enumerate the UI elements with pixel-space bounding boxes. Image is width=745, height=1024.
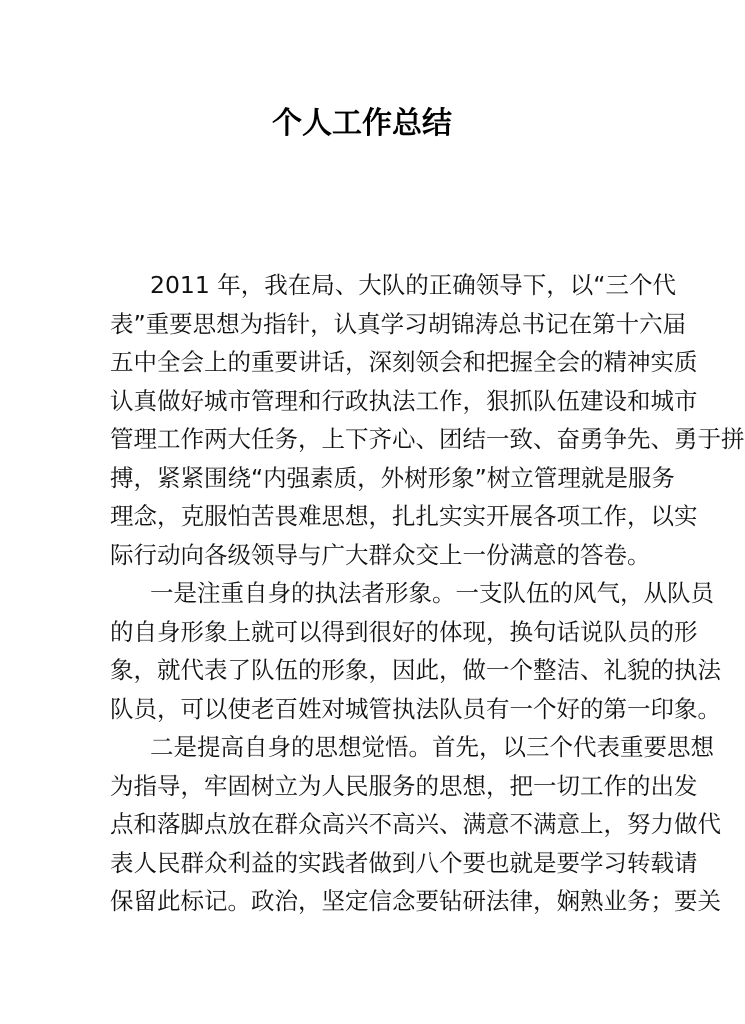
- text-line: 一是注重自身的执法者形象。一支队伍的风气，从队员: [150, 579, 714, 607]
- text-line: 保留此标记。政治，坚定信念要钻研法律，娴熟业务；要关: [110, 887, 721, 915]
- text-line: 理念，克服怕苦畏难思想，扎扎实实开展各项工作，以实: [110, 502, 698, 530]
- text-line: 二是提高自身的思想觉悟。首先，以三个代表重要思想: [150, 733, 714, 761]
- text-line: 表”重要思想为指针，认真学习胡锦涛总书记在第十六届: [110, 309, 687, 338]
- text-line: 表人民群众利益的实践者做到八个要也就是要学习转载请: [110, 848, 698, 877]
- document-body: [110, 266, 745, 921]
- text-line: 点和落脚点放在群众高兴不高兴、满意不满意上，努力做代: [110, 810, 721, 838]
- text-line: 为指导，牢固树立为人民服务的思想，把一切工作的出发: [110, 771, 698, 800]
- paragraph: [110, 266, 745, 574]
- text-line: 管理工作两大任务，上下齐心、团结一致、奋勇争先、勇于拼: [110, 425, 745, 453]
- text-line: 象，就代表了队伍的形象，因此，做一个整洁、礼貌的执法: [110, 656, 721, 684]
- text-line: 认真做好城市管理和行政执法工作，狠抓队伍建设和城市: [110, 386, 698, 415]
- text-line: 际行动向各级领导与广大群众交上一份满意的答卷。: [110, 540, 651, 569]
- text-line: 五中全会上的重要讲话，深刻领会和把握全会的精神实质: [110, 348, 698, 376]
- paragraph: [110, 574, 721, 728]
- text-line: 队员，可以使老百姓对城管执法队员有一个好的第一印象。: [110, 694, 721, 723]
- text-line: 的自身形象上就可以得到很好的体现，换句话说队员的形: [110, 617, 698, 646]
- document-title: 个人工作总结: [272, 106, 452, 141]
- text-line: 搏，紧紧围绕“内强素质，外树形象”树立管理就是服务: [110, 463, 675, 492]
- text-line: 2011 年，我在局、大队的正确领导下，以“三个代: [150, 271, 676, 299]
- paragraph: [110, 728, 721, 921]
